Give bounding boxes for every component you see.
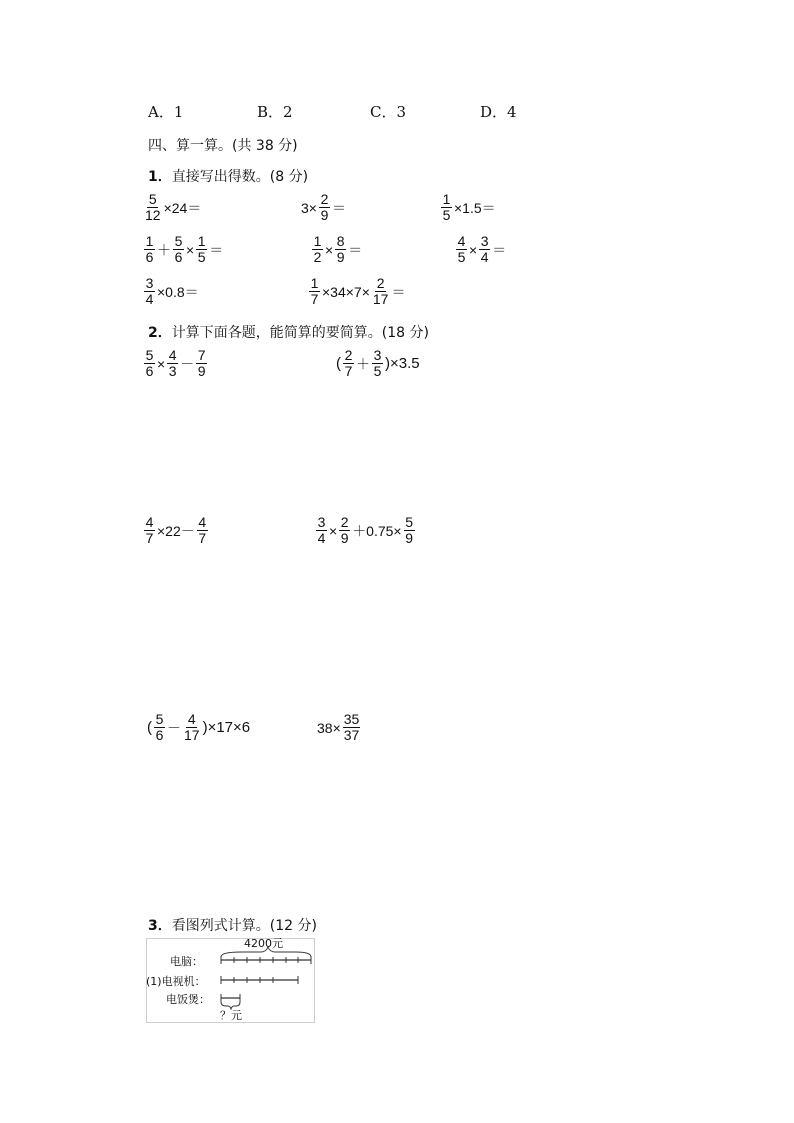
fraction-denominator: 37 — [343, 727, 360, 743]
fraction — [441, 192, 452, 223]
fraction-denominator: 5 — [442, 207, 451, 223]
q1-expr-3 — [440, 192, 497, 223]
expr-text: ＝ — [492, 241, 507, 258]
fraction-denominator: 17 — [184, 727, 200, 743]
fraction-numerator: 1 — [197, 233, 206, 249]
fraction — [144, 348, 155, 379]
total-label: 4200元 — [244, 937, 283, 950]
fraction-numerator: 4 — [457, 233, 466, 249]
fraction-numerator: 3 — [317, 514, 326, 530]
q1-expr-1 — [143, 192, 202, 223]
fraction-numerator: 2 — [340, 514, 349, 530]
q2-text: 计算下面各题，能简算的要简算。(18 分) — [171, 325, 429, 341]
fraction — [456, 234, 467, 265]
fraction-denominator: 9 — [336, 249, 345, 265]
fraction-denominator: 2 — [313, 249, 322, 265]
choice-c: C．3 — [370, 103, 407, 121]
fraction-denominator: 7 — [145, 530, 154, 546]
fraction-denominator: 3 — [168, 363, 177, 379]
choice-d: D．4 — [480, 103, 517, 121]
fraction — [144, 515, 155, 546]
q2-expr-1 — [143, 348, 208, 379]
fraction-numerator: 5 — [174, 233, 183, 249]
q1-expr-7 — [143, 276, 200, 307]
fraction — [197, 515, 208, 546]
expr-text: × — [325, 241, 334, 258]
fraction-numerator: 1 — [310, 275, 319, 291]
fraction-denominator: 5 — [373, 363, 382, 379]
expr-text: × — [329, 522, 338, 539]
expr-text: ＝ — [348, 241, 363, 258]
q2-expr-2 — [335, 348, 421, 379]
fraction-denominator: 7 — [344, 363, 353, 379]
fraction-numerator: 8 — [336, 233, 345, 249]
fraction-numerator: 4 — [145, 514, 154, 530]
q1-expr-8 — [308, 276, 406, 307]
fraction-denominator: 4 — [480, 249, 489, 265]
row-tv-label: (1)电视机： — [146, 975, 206, 988]
fraction-denominator: 7 — [310, 291, 319, 307]
fraction — [343, 712, 361, 743]
fraction-denominator: 6 — [174, 249, 183, 265]
fraction — [196, 348, 207, 379]
q3-number: 3． — [148, 918, 172, 934]
q1-number: 1． — [148, 169, 172, 185]
fraction-numerator: 4 — [168, 347, 177, 363]
expr-text: )×3.5 — [385, 355, 420, 372]
fraction-numerator: 5 — [145, 347, 154, 363]
expr-text: ＝ — [391, 283, 406, 300]
q3-text: 看图列式计算。(12 分) — [171, 918, 317, 934]
expr-text: 38× — [317, 719, 341, 736]
fraction-numerator: 3 — [145, 275, 154, 291]
row-computer-label: 电脑： — [170, 955, 203, 968]
fraction — [312, 234, 323, 265]
choice-b: B．2 — [257, 103, 293, 121]
expr-text: － — [167, 719, 181, 736]
fraction — [167, 348, 178, 379]
fraction-denominator: 6 — [145, 249, 154, 265]
q1-text: 直接写出得数。(8 分) — [171, 169, 309, 185]
fraction-denominator: 4 — [145, 291, 154, 307]
fraction-denominator: 9 — [197, 363, 206, 379]
expr-text: × — [157, 355, 166, 372]
fraction-numerator: 1 — [442, 191, 451, 207]
expr-text: ×1.5＝ — [454, 199, 496, 216]
fraction — [144, 234, 155, 265]
expr-text: × — [186, 241, 195, 258]
fraction-denominator: 9 — [320, 207, 329, 223]
fraction-numerator: 35 — [343, 711, 360, 727]
fraction-numerator: 3 — [373, 347, 382, 363]
q2-expr-4 — [315, 515, 416, 546]
fraction-denominator: 6 — [155, 727, 164, 743]
expr-text: ＋ — [157, 241, 171, 258]
fraction-denominator: 17 — [372, 291, 389, 307]
expr-text: ＝ — [209, 241, 224, 258]
fraction-numerator: 2 — [344, 347, 353, 363]
fraction-numerator: 7 — [197, 347, 206, 363]
q1-expr-5 — [311, 234, 363, 265]
expr-text: ×0.8＝ — [157, 283, 199, 300]
fraction — [335, 234, 346, 265]
expr-text: ×22－ — [157, 522, 195, 539]
fraction-numerator: 2 — [376, 275, 385, 291]
expr-text: 3× — [301, 199, 317, 216]
fraction — [309, 276, 320, 307]
fraction-numerator: 1 — [145, 233, 154, 249]
expr-text: － — [180, 355, 195, 372]
fraction-denominator: 4 — [317, 530, 326, 546]
fraction-numerator: 1 — [313, 233, 322, 249]
fraction — [144, 276, 155, 307]
expr-text: ( — [336, 355, 341, 372]
fraction-numerator: 5 — [405, 514, 414, 530]
fraction-denominator: 9 — [405, 530, 414, 546]
q1-expr-6 — [455, 234, 507, 265]
segment-diagram — [146, 938, 316, 1024]
fraction — [479, 234, 490, 265]
expr-text: ＋0.75× — [352, 522, 402, 539]
fraction-denominator: 6 — [145, 363, 154, 379]
q1-expr-4 — [143, 234, 224, 265]
fraction-denominator: 7 — [198, 530, 207, 546]
fraction-numerator: 5 — [155, 711, 164, 727]
fraction-numerator: 5 — [148, 191, 157, 207]
fraction-denominator: 5 — [197, 249, 206, 265]
q2-expr-5 — [146, 712, 251, 743]
row-cooker-label: 电饭煲： — [166, 993, 210, 1006]
fraction-numerator: 4 — [187, 711, 196, 727]
q1-title — [148, 166, 308, 186]
fraction-numerator: 3 — [480, 233, 489, 249]
q2-expr-3 — [143, 515, 209, 546]
section-heading: 四、算一算。(共 38 分) — [148, 138, 298, 154]
q1-expr-2 — [300, 192, 347, 223]
q2-number: 2． — [148, 325, 172, 341]
fraction-denominator: 5 — [457, 249, 466, 265]
fraction-denominator: 9 — [340, 530, 349, 546]
expr-text: ×24＝ — [163, 199, 202, 216]
fraction-numerator: 4 — [198, 514, 207, 530]
fraction — [183, 712, 201, 743]
fraction — [319, 192, 330, 223]
q2-expr-6 — [316, 712, 361, 743]
q2-title — [148, 322, 429, 342]
fraction — [339, 515, 350, 546]
fraction — [343, 348, 354, 379]
fraction — [196, 234, 207, 265]
expr-text: × — [469, 241, 478, 258]
fraction — [144, 192, 162, 223]
fraction-numerator: 2 — [320, 191, 329, 207]
expr-text: ( — [147, 719, 152, 736]
fraction — [154, 712, 165, 743]
unknown-label: ？元 — [220, 1009, 242, 1022]
choice-a: A．1 — [148, 103, 184, 121]
expr-text: ＝ — [331, 199, 346, 216]
fraction — [316, 515, 327, 546]
fraction-denominator: 12 — [145, 207, 161, 223]
fraction — [372, 348, 383, 379]
fraction — [404, 515, 415, 546]
q3-title — [148, 915, 317, 935]
expr-text: ×34×7× — [322, 283, 370, 300]
expr-text: )×17×6 — [202, 719, 251, 736]
expr-text: ＋ — [356, 355, 370, 372]
fraction — [173, 234, 184, 265]
fraction — [372, 276, 390, 307]
